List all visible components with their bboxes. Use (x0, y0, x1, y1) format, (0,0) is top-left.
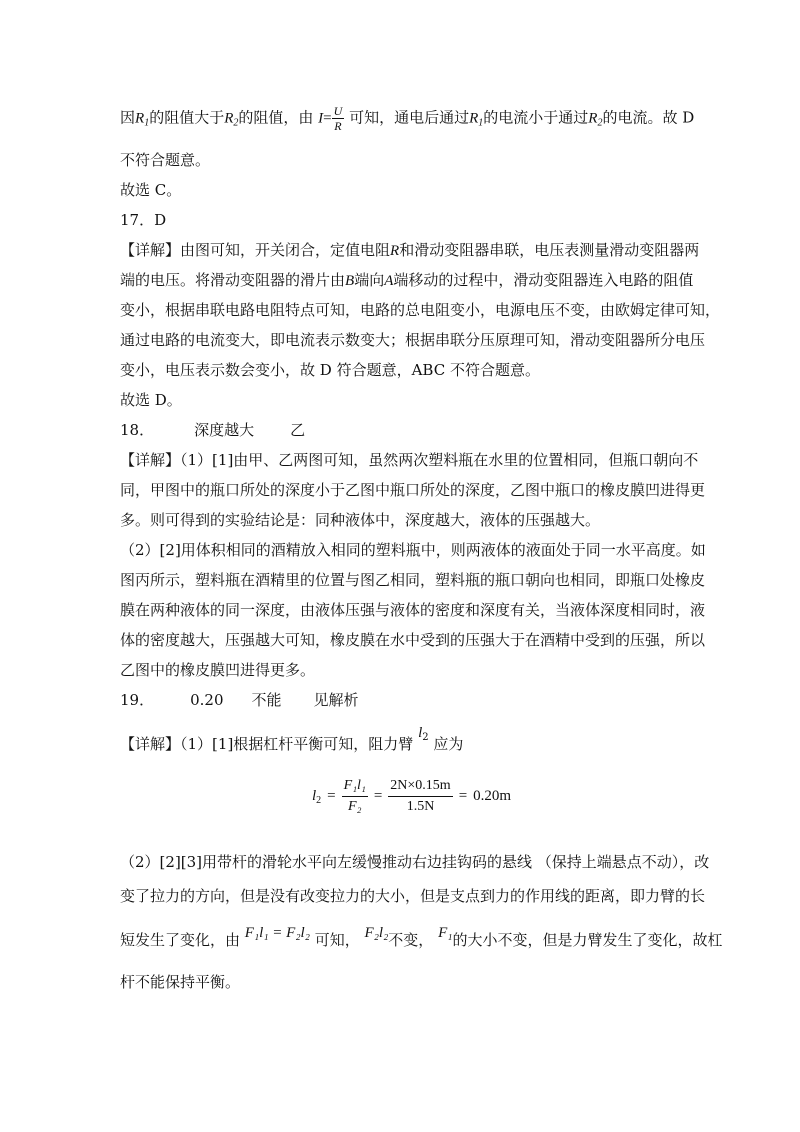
symbol-i: I (318, 110, 324, 127)
fraction-values (388, 776, 452, 817)
paragraph-line: 体的密度越大，压强越大可知，橡皮膜在水中受到的压强大于在酒精中受到的压强，所以 (120, 631, 706, 649)
text: 的阻值大于 (149, 108, 225, 127)
symbol-r1: R (135, 110, 145, 127)
text: 可知，通电后通过 (349, 108, 470, 127)
text: 端移动的过程中，滑动变阻器连入电路的阻值 (393, 271, 694, 289)
subscript: 1 (478, 117, 484, 129)
paragraph-line: 变了拉力的方向，但是没有改变拉力的大小，但是支点到力的作用线的距离，即力臂的长 (120, 887, 706, 905)
denominator: 1.5N (406, 799, 435, 814)
numerator: F₁l₁ (342, 776, 368, 797)
paragraph-line: 同，甲图中的瓶口所处的深度小于乙图中瓶口所处的深度，乙图中瓶口的橡皮膜凹进得更 (120, 481, 706, 499)
answer: 不能 (251, 691, 282, 709)
equals-sign: = (373, 788, 383, 804)
question-number: 19． (120, 691, 155, 709)
text: 的阻值，由 (238, 108, 314, 127)
paragraph-line: 通过电路的电流变大，即电流表示数变大；根据串联分压原理可知，滑动变阻器所分电压 (120, 331, 706, 349)
answer: 0.20 (190, 691, 224, 709)
subscript: 2 (233, 117, 239, 129)
symbol-r1: R (469, 110, 479, 127)
denominator: R (334, 119, 342, 133)
paragraph-line: 故选 D。 (120, 391, 182, 409)
text: 因 (120, 108, 136, 127)
text: 可知， (314, 931, 360, 949)
fraction-u-over-r (332, 104, 345, 133)
paragraph-line: 故选 C。 (120, 181, 182, 199)
symbol-r2: R (224, 110, 234, 127)
text: 端向 (354, 271, 385, 289)
paragraph-line (120, 240, 699, 261)
equals-sign: = (458, 788, 468, 804)
denominator: F₂ (348, 799, 362, 814)
formula-result: 0.20m (473, 788, 512, 804)
text: 和滑动变阻器串联，电压表测量滑动变阻器两 (399, 241, 700, 259)
paragraph-line: （2）[2][3]用带杆的滑轮水平向左缓慢推动右边挂钩码的悬线 （保持上端悬点不动），改 (120, 853, 710, 871)
text: 不变， (388, 931, 434, 949)
paragraph-line: 图丙所示，塑料瓶在酒精里的位置与图乙相同，塑料瓶的瓶口朝向也相同，即瓶口处橡皮 (120, 571, 706, 589)
question-answer-line (120, 690, 359, 710)
paragraph-line: （2）[2]用体积相同的酒精放入相同的塑料瓶中，则两液体的液面处于同一水平高度。如 (120, 541, 706, 559)
subscript: 2 (597, 117, 603, 129)
symbol-r: R (390, 243, 400, 259)
formula (312, 776, 511, 817)
text: 应为 (433, 735, 464, 753)
paragraph-line (120, 270, 693, 291)
symbol-a: A (384, 273, 394, 289)
text: 的电流小于通过 (483, 108, 589, 127)
question-answer-line (120, 420, 305, 440)
text: 的大小不变，但是力臂发生了变化，故杠 (452, 931, 723, 949)
symbol-l: l (418, 725, 423, 741)
answer: 乙 (290, 421, 306, 439)
answer: 深度越大 (194, 421, 255, 439)
equals-sign: = (327, 788, 336, 804)
paragraph-line: 变小，电压表示数会变小，故 D 符合题意，ABC 不符合题意。 (120, 361, 540, 379)
paragraph-line: 【详解】（1）[1]由甲、乙两图可知，虽然两次塑料瓶在水里的位置相同，但瓶口朝向不 (120, 451, 699, 469)
inline-equation: F₂l₂ (364, 925, 389, 941)
numerator: U (333, 104, 343, 118)
numerator: 2N×0.15m (388, 776, 452, 797)
subscript: 1 (144, 117, 150, 129)
paragraph-line: 不符合题意。 (120, 151, 211, 169)
text: 【详解】由图可知，开关闭合，定值电阻 (120, 241, 391, 259)
fraction-f1l1-over-f2 (342, 776, 368, 817)
paragraph-line: 膜在两种液体的同一深度，由液体压强与液体的密度和深度有关，当液体深度相同时，液 (120, 601, 706, 619)
paragraph-line: 杆不能保持平衡。 (120, 973, 241, 991)
math-inline (418, 722, 429, 748)
paragraph-line: 变小，根据串联电路电阻特点可知，电路的总电阻变小，电源电压不变，由欧姆定律可知， (120, 301, 721, 319)
inline-equation: F₁ (438, 925, 453, 941)
paragraph-line: 乙图中的橡皮膜凹进得更多。 (120, 661, 316, 679)
subscript: 2 (316, 794, 322, 806)
symbol-r2: R (588, 110, 598, 127)
symbol-l: l (312, 787, 317, 804)
text: 的电流。故 D (602, 108, 695, 127)
paragraph-line (120, 725, 464, 760)
text: 【详解】（1）[1]根据杠杆平衡可知，阻力臂 (120, 735, 414, 753)
inline-equation: F₁l₁ = F₂l₂ (244, 925, 310, 941)
paragraph-line: 多。则可得到的实验结论是：同种液体中，深度越大，液体的压强越大。 (120, 511, 601, 529)
question-number: 17．D (120, 211, 167, 229)
paragraph-line (120, 925, 723, 951)
equals-sign: = (323, 110, 332, 127)
formula-lhs (312, 788, 321, 806)
symbol-b: B (345, 273, 355, 289)
text: 短发生了变化，由 (120, 931, 241, 949)
text: 端的电压。将滑动变阻器的滑片由 (120, 271, 346, 289)
question-number: 18． (120, 421, 155, 439)
paragraph-line (120, 104, 694, 134)
subscript: 2 (422, 732, 429, 743)
answer: 见解析 (313, 691, 359, 709)
